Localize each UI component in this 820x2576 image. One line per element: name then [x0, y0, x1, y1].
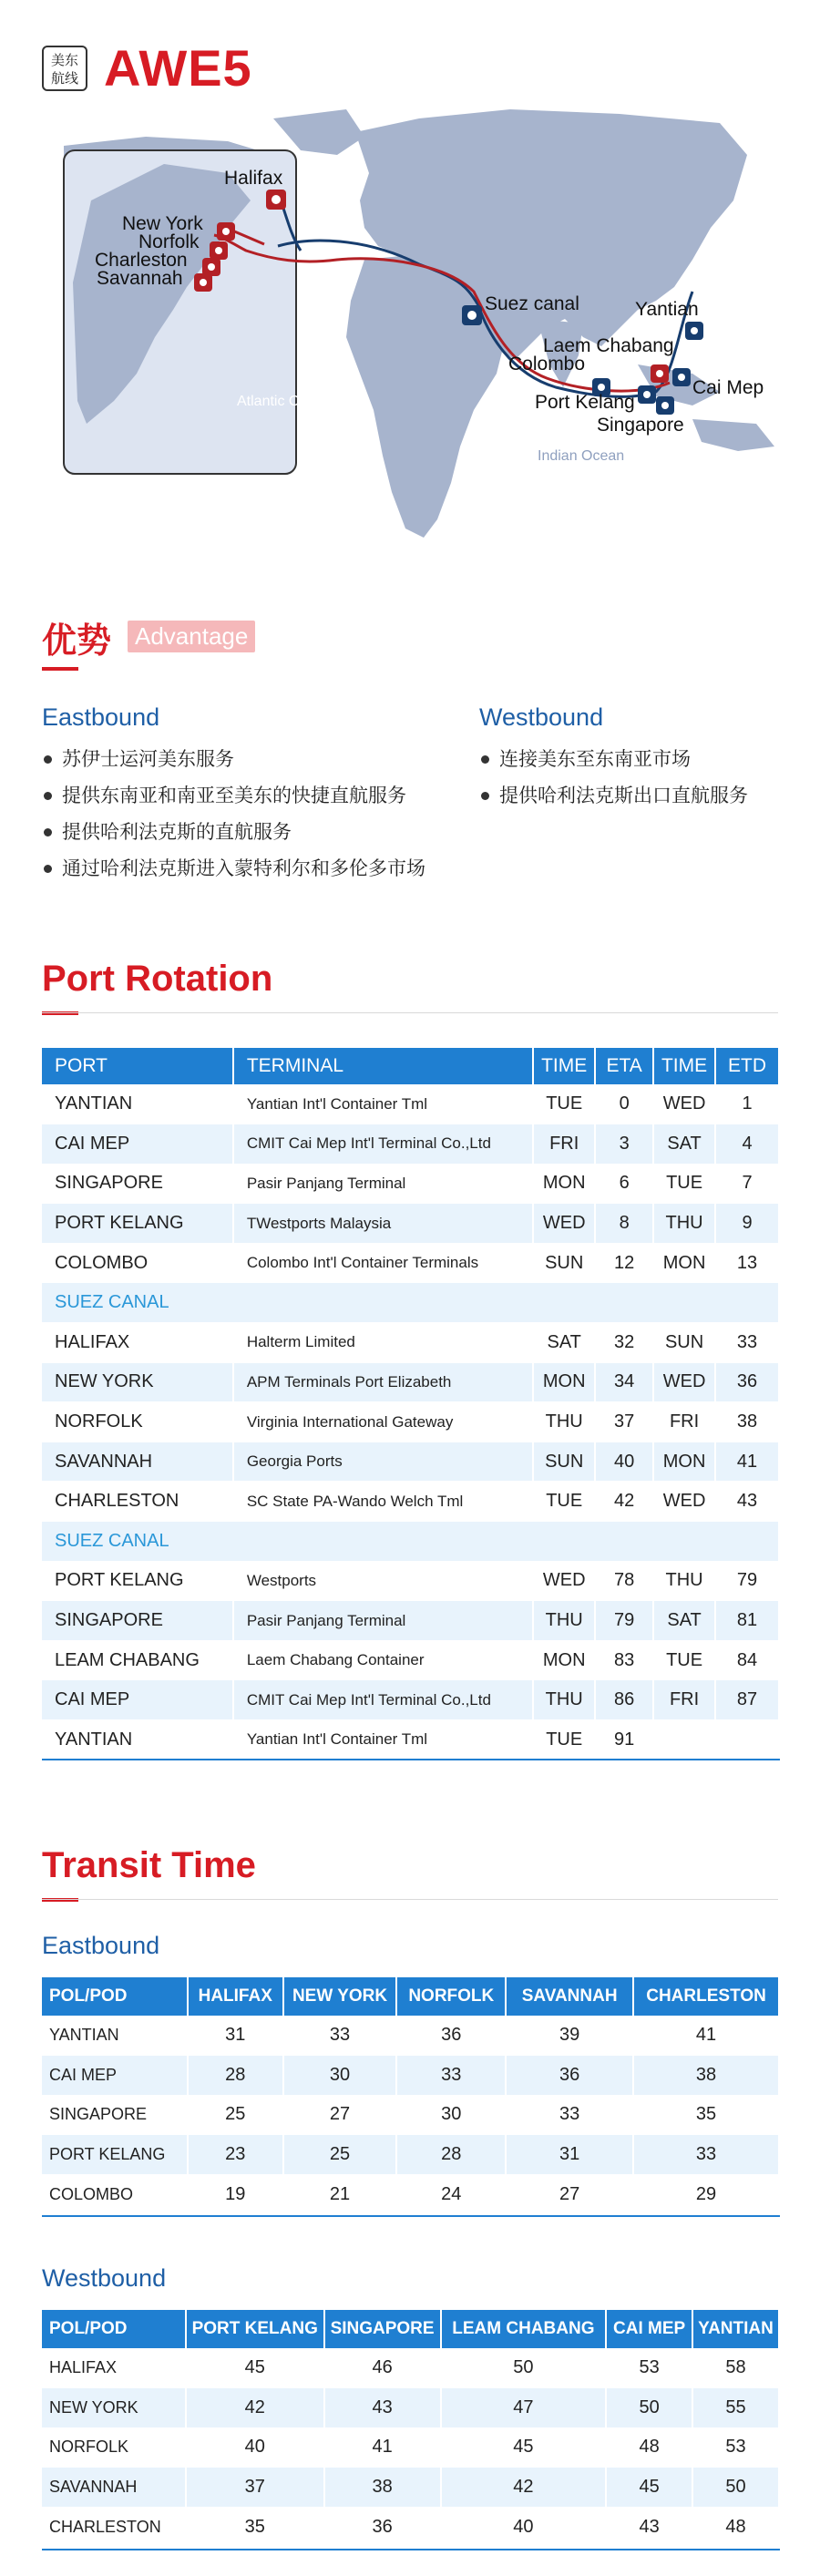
transit-days-cell: 42: [441, 2468, 607, 2508]
transit-days-cell: 21: [283, 2174, 397, 2214]
table-row: [42, 1601, 779, 1641]
table-row: [42, 1442, 779, 1482]
advantage-eastbound-list: [42, 741, 425, 887]
cai-mep-label: Cai Mep: [692, 377, 764, 398]
transit-days-cell: 25: [188, 2095, 283, 2135]
transit-days-cell: 47: [441, 2388, 607, 2428]
table-row: [42, 2427, 779, 2468]
arrive-time-cell: SUN: [533, 1243, 595, 1283]
eta-cell: 83: [595, 1640, 653, 1680]
etd-cell: 9: [715, 1204, 779, 1244]
port-cell: NEW YORK: [42, 1362, 233, 1402]
col-singapore: SINGAPORE: [324, 2310, 441, 2348]
terminal-cell: Pasir Panjang Terminal: [233, 1601, 533, 1641]
eta-cell: 6: [595, 1164, 653, 1204]
savannah-marker-dot: [200, 279, 207, 286]
pol-cell: COLOMBO: [42, 2174, 188, 2214]
table-row: [42, 1640, 779, 1680]
transit-westbound-bottom-line: [42, 2549, 780, 2550]
etd-cell: 41: [715, 1442, 779, 1482]
depart-time-cell: TUE: [653, 1164, 715, 1204]
etd-cell: 81: [715, 1601, 779, 1641]
advantage-westbound-list: [479, 741, 748, 814]
depart-time-cell: WED: [653, 1482, 715, 1522]
transit-days-cell: 31: [188, 2016, 283, 2056]
col-savannah: SAVANNAH: [506, 1977, 633, 2016]
col-port: PORT: [42, 1048, 233, 1084]
yantian-label: Yantian: [635, 299, 699, 320]
pol-cell: SINGAPORE: [42, 2095, 188, 2135]
eta-cell: 86: [595, 1680, 653, 1720]
arrive-time-cell: TUE: [533, 1084, 595, 1124]
table-row: [42, 1164, 779, 1204]
canal-row: [42, 1522, 779, 1562]
port-cell: CHARLESTON: [42, 1482, 233, 1522]
depart-time-cell: MON: [653, 1243, 715, 1283]
page-header: [42, 38, 252, 97]
port-cell: NORFOLK: [42, 1402, 233, 1442]
canal-label: SUEZ CANAL: [42, 1522, 779, 1562]
port-rotation-title: Port Rotation: [42, 959, 273, 999]
depart-time-cell: [653, 1720, 715, 1760]
table-row: [42, 1362, 779, 1402]
transit-days-cell: 45: [606, 2468, 692, 2508]
transit-days-cell: 35: [633, 2095, 779, 2135]
table-row: [42, 1084, 779, 1124]
arrive-time-cell: MON: [533, 1362, 595, 1402]
transit-days-cell: 40: [186, 2427, 324, 2468]
depart-time-cell: WED: [653, 1362, 715, 1402]
etd-cell: 33: [715, 1323, 779, 1363]
port-cell: PORT KELANG: [42, 1204, 233, 1244]
route-tag: [42, 46, 87, 91]
depart-time-cell: FRI: [653, 1402, 715, 1442]
port-kelang-label: Port Kelang: [535, 392, 635, 413]
terminal-cell: Yantian Int'l Container Tml: [233, 1720, 533, 1760]
terminal-cell: Yantian Int'l Container Tml: [233, 1084, 533, 1124]
col-time-arrive: TIME: [533, 1048, 595, 1084]
arrive-time-cell: THU: [533, 1601, 595, 1641]
etd-cell: 87: [715, 1680, 779, 1720]
etd-cell: 13: [715, 1243, 779, 1283]
arrive-time-cell: TUE: [533, 1720, 595, 1760]
table-row: [42, 1680, 779, 1720]
singapore-marker-dot: [661, 402, 669, 409]
suez-marker-dot: [467, 311, 477, 320]
eta-cell: 0: [595, 1084, 653, 1124]
table-header-row: [42, 1048, 779, 1084]
terminal-cell: CMIT Cai Mep Int'l Terminal Co.,Ltd: [233, 1124, 533, 1165]
etd-cell: 4: [715, 1124, 779, 1165]
transit-days-cell: 50: [606, 2388, 692, 2428]
eta-cell: 78: [595, 1561, 653, 1601]
table-row: [42, 1124, 779, 1165]
col-time-depart: TIME: [653, 1048, 715, 1084]
col-charleston: CHARLESTON: [633, 1977, 779, 2016]
port-rotation-line: [42, 1012, 778, 1013]
pol-cell: CAI MEP: [42, 2056, 188, 2096]
transit-days-cell: 30: [396, 2095, 506, 2135]
terminal-cell: Georgia Ports: [233, 1442, 533, 1482]
port-kelang-marker-dot: [643, 391, 651, 398]
table-row: [42, 2056, 779, 2096]
pol-cell: PORT KELANG: [42, 2135, 188, 2175]
transit-days-cell: 33: [633, 2135, 779, 2175]
laem-chabang-marker-dot: [656, 370, 663, 377]
col-yantian: YANTIAN: [692, 2310, 779, 2348]
halifax-marker-dot: [272, 195, 281, 204]
table-header-row: [42, 1977, 779, 2016]
list-item: 连接美东至东南亚市场: [479, 741, 748, 777]
transit-days-cell: 36: [324, 2507, 441, 2547]
terminal-cell: Pasir Panjang Terminal: [233, 1164, 533, 1204]
col-etd: ETD: [715, 1048, 779, 1084]
singapore-label: Singapore: [597, 415, 684, 436]
etd-cell: [715, 1720, 779, 1760]
table-row: [42, 2016, 779, 2056]
depart-time-cell: WED: [653, 1084, 715, 1124]
eta-cell: 34: [595, 1362, 653, 1402]
etd-cell: 38: [715, 1402, 779, 1442]
transit-days-cell: 25: [283, 2135, 397, 2175]
port-cell: CAI MEP: [42, 1124, 233, 1165]
depart-time-cell: MON: [653, 1442, 715, 1482]
transit-days-cell: 50: [692, 2468, 779, 2508]
arrive-time-cell: MON: [533, 1164, 595, 1204]
transit-days-cell: 27: [506, 2174, 633, 2214]
etd-cell: 84: [715, 1640, 779, 1680]
transit-days-cell: 42: [186, 2388, 324, 2428]
etd-cell: 36: [715, 1362, 779, 1402]
list-item: 提供哈利法克斯的直航服务: [42, 814, 425, 850]
port-cell: PORT KELANG: [42, 1561, 233, 1601]
transit-days-cell: 33: [506, 2095, 633, 2135]
port-cell: SAVANNAH: [42, 1442, 233, 1482]
port-rotation-bottom-line: [42, 1759, 780, 1760]
transit-days-cell: 53: [606, 2348, 692, 2388]
depart-time-cell: THU: [653, 1204, 715, 1244]
pol-cell: YANTIAN: [42, 2016, 188, 2056]
transit-days-cell: 48: [606, 2427, 692, 2468]
transit-days-cell: 58: [692, 2348, 779, 2388]
port-cell: CAI MEP: [42, 1680, 233, 1720]
col-pol-pod: POL/POD: [42, 2310, 186, 2348]
route-tag-line2: 航线: [50, 69, 78, 87]
depart-time-cell: SAT: [653, 1124, 715, 1165]
etd-cell: 79: [715, 1561, 779, 1601]
new-york-marker-dot: [222, 228, 230, 235]
eta-cell: 91: [595, 1720, 653, 1760]
transit-time-line: [42, 1899, 778, 1900]
terminal-cell: Halterm Limited: [233, 1323, 533, 1363]
savannah-label: Savannah: [97, 268, 183, 289]
colombo-marker-dot: [598, 384, 605, 391]
suez-canal-label: Suez canal: [485, 293, 579, 314]
pol-cell: HALIFAX: [42, 2348, 186, 2388]
terminal-cell: CMIT Cai Mep Int'l Terminal Co.,Ltd: [233, 1680, 533, 1720]
transit-eastbound-bottom-line: [42, 2215, 780, 2217]
table-row: [42, 1323, 779, 1363]
route-tag-line1: 美东: [50, 51, 78, 68]
eta-cell: 12: [595, 1243, 653, 1283]
charleston-marker-dot: [208, 263, 215, 271]
pol-cell: SAVANNAH: [42, 2468, 186, 2508]
depart-time-cell: TUE: [653, 1640, 715, 1680]
transit-days-cell: 24: [396, 2174, 506, 2214]
advantage-badge: Advantage: [128, 621, 255, 652]
depart-time-cell: SUN: [653, 1323, 715, 1363]
port-cell: SINGAPORE: [42, 1164, 233, 1204]
transit-westbound-table: [42, 2310, 780, 2547]
depart-time-cell: THU: [653, 1561, 715, 1601]
atlantic-ocean-label: Atlantic Ocean: [237, 394, 333, 409]
transit-days-cell: 53: [692, 2427, 779, 2468]
halifax-label: Halifax: [224, 168, 283, 189]
eta-cell: 8: [595, 1204, 653, 1244]
depart-time-cell: FRI: [653, 1680, 715, 1720]
arrive-time-cell: MON: [533, 1640, 595, 1680]
col-cai-mep: CAI MEP: [606, 2310, 692, 2348]
eta-cell: 3: [595, 1124, 653, 1165]
table-header-row: [42, 2310, 779, 2348]
col-pol-pod: POL/POD: [42, 1977, 188, 2016]
port-cell: LEAM CHABANG: [42, 1640, 233, 1680]
transit-days-cell: 41: [633, 2016, 779, 2056]
etd-cell: 7: [715, 1164, 779, 1204]
norfolk-label: Norfolk: [138, 231, 200, 252]
arrive-time-cell: THU: [533, 1680, 595, 1720]
route-map: [0, 100, 820, 547]
col-leam-chabang: LEAM CHABANG: [441, 2310, 607, 2348]
canal-row: [42, 1283, 779, 1323]
transit-days-cell: 38: [633, 2056, 779, 2096]
transit-days-cell: 45: [441, 2427, 607, 2468]
table-row: [42, 1561, 779, 1601]
table-row: [42, 2095, 779, 2135]
laem-chabang-label: Laem Chabang: [543, 335, 674, 356]
table-row: [42, 1204, 779, 1244]
port-cell: HALIFAX: [42, 1323, 233, 1363]
arrive-time-cell: TUE: [533, 1482, 595, 1522]
transit-days-cell: 33: [396, 2056, 506, 2096]
table-row: [42, 2507, 779, 2547]
transit-days-cell: 19: [188, 2174, 283, 2214]
advantage-westbound-label: Westbound: [479, 703, 604, 731]
advantage-title: 优势: [42, 621, 112, 661]
depart-time-cell: SAT: [653, 1601, 715, 1641]
terminal-cell: Laem Chabang Container: [233, 1640, 533, 1680]
table-row: [42, 2468, 779, 2508]
eta-cell: 40: [595, 1442, 653, 1482]
terminal-cell: Colombo Int'l Container Terminals: [233, 1243, 533, 1283]
col-terminal: TERMINAL: [233, 1048, 533, 1084]
col-halifax: HALIFAX: [188, 1977, 283, 2016]
norfolk-marker-dot: [215, 247, 222, 254]
advantage-rule: [42, 667, 78, 671]
list-item: 提供东南亚和南亚至美东的快捷直航服务: [42, 777, 425, 814]
port-rotation-table: [42, 1048, 780, 1760]
etd-cell: 1: [715, 1084, 779, 1124]
page-title: AWE5: [104, 39, 252, 97]
transit-days-cell: 36: [506, 2056, 633, 2096]
table-row: [42, 1402, 779, 1442]
port-cell: COLOMBO: [42, 1243, 233, 1283]
cai-mep-marker-dot: [678, 374, 685, 381]
arrive-time-cell: WED: [533, 1204, 595, 1244]
transit-days-cell: 23: [188, 2135, 283, 2175]
terminal-cell: Westports: [233, 1561, 533, 1601]
arrive-time-cell: WED: [533, 1561, 595, 1601]
terminal-cell: Virginia International Gateway: [233, 1402, 533, 1442]
terminal-cell: SC State PA-Wando Welch Tml: [233, 1482, 533, 1522]
pol-cell: NORFOLK: [42, 2427, 186, 2468]
port-cell: YANTIAN: [42, 1720, 233, 1760]
transit-days-cell: 37: [186, 2468, 324, 2508]
transit-days-cell: 48: [692, 2507, 779, 2547]
advantage-eastbound-label: Eastbound: [42, 703, 160, 731]
arrive-time-cell: SAT: [533, 1323, 595, 1363]
list-item: 苏伊士运河美东服务: [42, 741, 425, 777]
transit-days-cell: 33: [283, 2016, 397, 2056]
indian-ocean-label: Indian Ocean: [538, 448, 625, 464]
port-cell: SINGAPORE: [42, 1601, 233, 1641]
table-row: [42, 2348, 779, 2388]
transit-days-cell: 27: [283, 2095, 397, 2135]
transit-days-cell: 28: [396, 2135, 506, 2175]
transit-days-cell: 55: [692, 2388, 779, 2428]
transit-days-cell: 41: [324, 2427, 441, 2468]
col-new-york: NEW YORK: [283, 1977, 397, 2016]
transit-days-cell: 45: [186, 2348, 324, 2388]
transit-time-title: Transit Time: [42, 1845, 256, 1885]
transit-days-cell: 40: [441, 2507, 607, 2547]
transit-days-cell: 46: [324, 2348, 441, 2388]
transit-days-cell: 39: [506, 2016, 633, 2056]
charleston-label: Charleston: [95, 250, 188, 271]
colombo-label: Colombo: [508, 354, 586, 375]
transit-days-cell: 35: [186, 2507, 324, 2547]
list-item: 通过哈利法克斯进入蒙特利尔和多伦多市场: [42, 850, 425, 887]
eta-cell: 37: [595, 1402, 653, 1442]
table-row: [42, 2174, 779, 2214]
transit-days-cell: 29: [633, 2174, 779, 2214]
etd-cell: 43: [715, 1482, 779, 1522]
eta-cell: 32: [595, 1323, 653, 1363]
table-row: [42, 2135, 779, 2175]
transit-days-cell: 43: [324, 2388, 441, 2428]
eta-cell: 42: [595, 1482, 653, 1522]
transit-eastbound-label: Eastbound: [42, 1932, 160, 1959]
arrive-time-cell: FRI: [533, 1124, 595, 1165]
transit-days-cell: 31: [506, 2135, 633, 2175]
table-row: [42, 1720, 779, 1760]
port-cell: YANTIAN: [42, 1084, 233, 1124]
arrive-time-cell: SUN: [533, 1442, 595, 1482]
table-row: [42, 2388, 779, 2428]
transit-days-cell: 28: [188, 2056, 283, 2096]
yantian-marker-dot: [691, 327, 698, 334]
transit-days-cell: 36: [396, 2016, 506, 2056]
col-norfolk: NORFOLK: [396, 1977, 506, 2016]
terminal-cell: TWestports Malaysia: [233, 1204, 533, 1244]
col-port-kelang: PORT KELANG: [186, 2310, 324, 2348]
transit-days-cell: 43: [606, 2507, 692, 2547]
arrive-time-cell: THU: [533, 1402, 595, 1442]
canal-label: SUEZ CANAL: [42, 1283, 779, 1323]
transit-days-cell: 30: [283, 2056, 397, 2096]
transit-westbound-label: Westbound: [42, 2264, 167, 2292]
pol-cell: NEW YORK: [42, 2388, 186, 2428]
terminal-cell: APM Terminals Port Elizabeth: [233, 1362, 533, 1402]
transit-days-cell: 50: [441, 2348, 607, 2388]
table-row: [42, 1243, 779, 1283]
transit-eastbound-table: [42, 1977, 780, 2214]
eta-cell: 79: [595, 1601, 653, 1641]
new-york-label: New York: [122, 213, 203, 234]
list-item: 提供哈利法克斯出口直航服务: [479, 777, 748, 814]
col-eta: ETA: [595, 1048, 653, 1084]
table-row: [42, 1482, 779, 1522]
pol-cell: CHARLESTON: [42, 2507, 186, 2547]
transit-days-cell: 38: [324, 2468, 441, 2508]
